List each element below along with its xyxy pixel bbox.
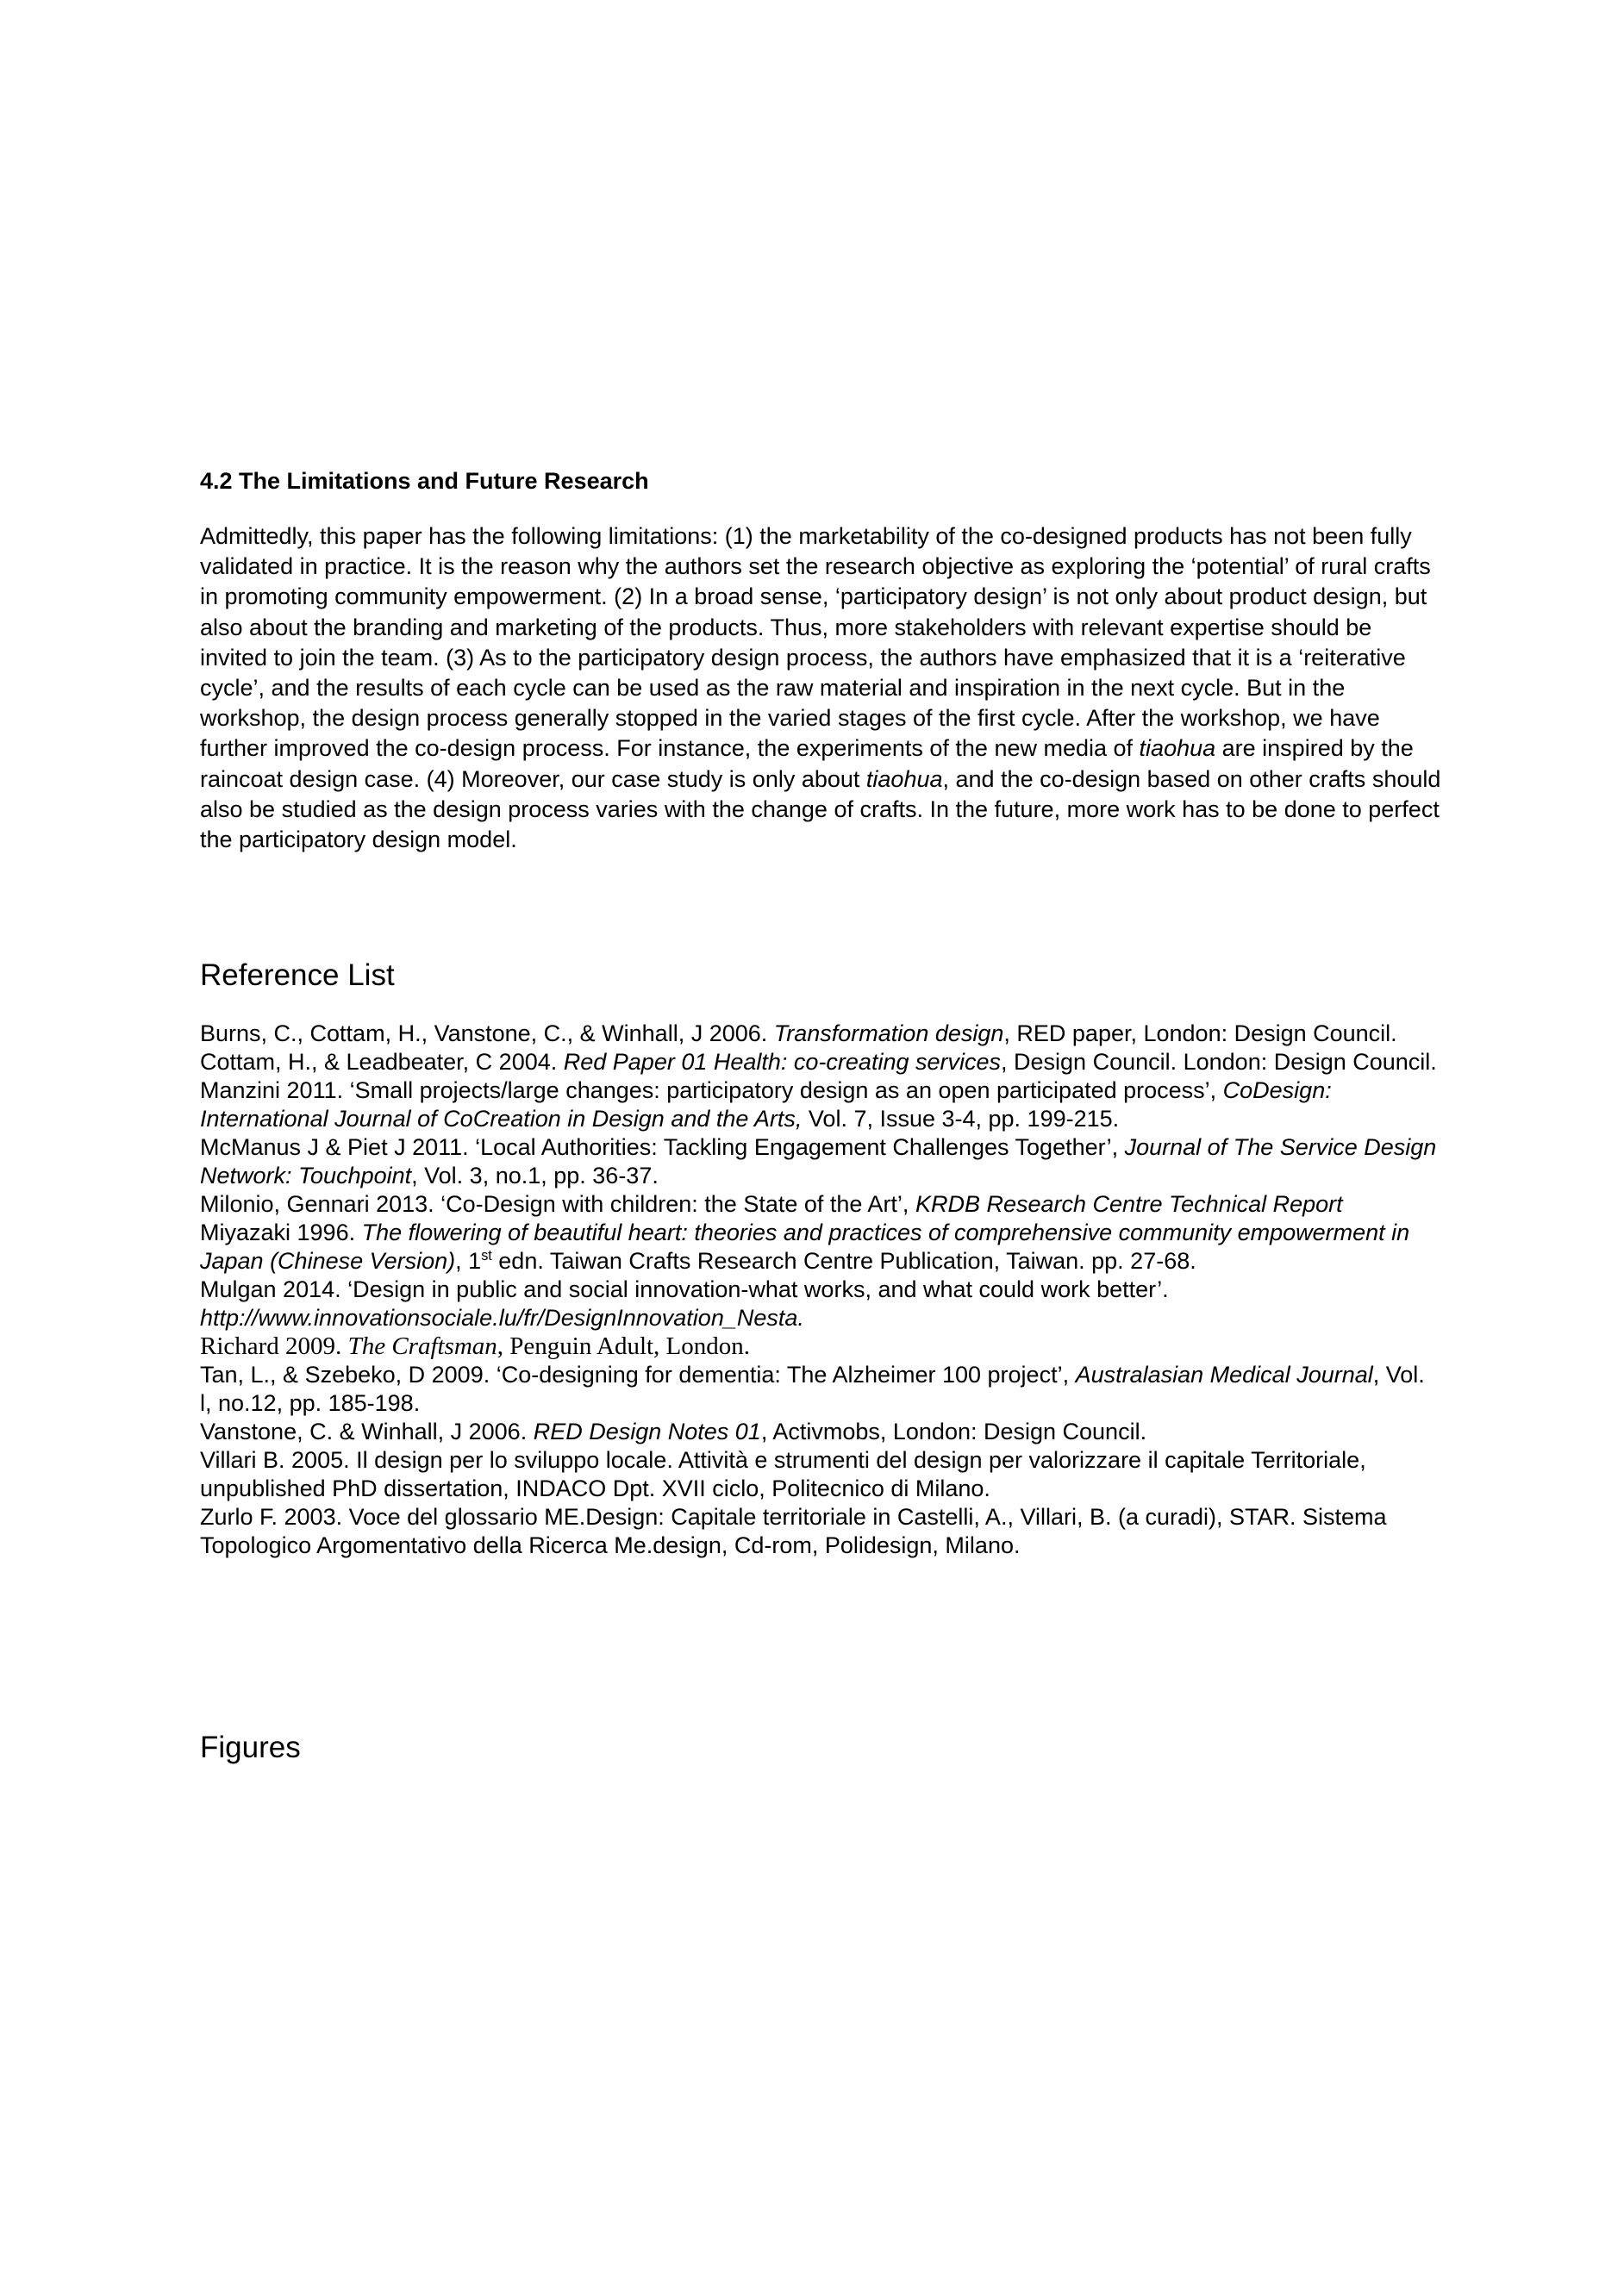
reference-item bbox=[200, 1446, 1441, 1503]
reference-item bbox=[200, 1190, 1441, 1219]
ref-superscript: st bbox=[481, 1248, 492, 1263]
ref-title: CoDesign: International Journal of CoCreation in Design and the Arts, bbox=[200, 1077, 1332, 1132]
reference-item bbox=[200, 1418, 1441, 1446]
reference-item bbox=[200, 1219, 1441, 1276]
ref-authors: Miyazaki 1996. bbox=[200, 1220, 362, 1245]
ref-authors: Tan, L., & Szebeko, D 2009. ‘Co-designing for dementia: The Alzheimer 100 project’, bbox=[200, 1362, 1076, 1388]
reference-list-heading: Reference List bbox=[200, 958, 395, 992]
ref-authors: Manzini 2011. ‘Small projects/large changes: participatory design as an open participated process’, bbox=[200, 1077, 1223, 1103]
ref-authors: Cottam, H., & Leadbeater, C 2004. bbox=[200, 1049, 564, 1075]
reference-item bbox=[200, 1276, 1441, 1332]
ref-title: Australasian Medical Journal bbox=[1075, 1362, 1373, 1388]
ref-details: , Vol. 3, no.1, pp. 36-37. bbox=[411, 1163, 659, 1189]
reference-item bbox=[200, 1076, 1441, 1133]
figures-heading: Figures bbox=[200, 1731, 301, 1764]
ref-details: edn. Taiwan Crafts Research Centre Publication, Taiwan. pp. 27-68. bbox=[491, 1248, 1196, 1274]
limitations-paragraph bbox=[200, 521, 1441, 855]
ref-title: RED Design Notes 01 bbox=[533, 1419, 761, 1444]
reference-list bbox=[200, 1020, 1441, 1560]
ref-authors: Milonio, Gennari 2013. ‘Co-Design with children: the State of the Art’, bbox=[200, 1191, 915, 1217]
ref-title: Journal of The Service Design Network: Touchpoint bbox=[200, 1134, 1437, 1189]
ref-title: KRDB Research Centre Technical Report bbox=[915, 1191, 1343, 1217]
paragraph-emphasis: tiaohua bbox=[865, 765, 943, 792]
ref-authors: McManus J & Piet J 2011. ‘Local Authorities: Tackling Engagement Challenges Together’, bbox=[200, 1134, 1125, 1160]
ref-authors: Villari B. 2005. Il design per lo sviluppo locale. Attività e strumenti del design per valorizzare il capitale Territoriale, unpublished PhD dissertation, INDACO Dpt. XVII ciclo, Politecnico di Milano. bbox=[200, 1447, 1366, 1501]
ref-details: , Penguin Adult, London. bbox=[497, 1332, 751, 1360]
paragraph-emphasis: tiaohua bbox=[1139, 735, 1216, 762]
ref-authors: Zurlo F. 2003. Voce del glossario ME.Design: Capitale territoriale in Castelli, A., Villari, B. (a curadi), STAR. Sistema Topologico Argomentativo della Ricerca Me.design, Cd-rom, Polidesign, Milano. bbox=[200, 1504, 1387, 1558]
ref-title: The Craftsman bbox=[347, 1332, 497, 1360]
ref-authors: Mulgan 2014. ‘Design in public and social innovation-what works, and what could work better’. bbox=[200, 1276, 1169, 1302]
ref-details: , Activmobs, London: Design Council. bbox=[760, 1419, 1147, 1444]
ref-url: http://www.innovationsociale.lu/fr/DesignInnovation_Nesta. bbox=[200, 1305, 804, 1331]
ref-authors: Richard 2009. bbox=[200, 1332, 348, 1360]
reference-item bbox=[200, 1133, 1441, 1190]
ref-title: Transformation design bbox=[773, 1020, 1004, 1046]
section-heading: 4.2 The Limitations and Future Research bbox=[200, 468, 649, 494]
paragraph-text: , and the co-design based on other crafts should also be studied as the design process varies with the change of crafts. In the future, more work has to be done to perfect the participatory design model. bbox=[200, 765, 1441, 853]
ref-details: , Vol. l, no.12, pp. 185-198. bbox=[200, 1362, 1425, 1416]
ref-authors: Vanstone, C. & Winhall, J 2006. bbox=[200, 1419, 534, 1444]
reference-item bbox=[200, 1332, 1441, 1361]
ref-details: , Design Council. London: Design Council. bbox=[1001, 1049, 1437, 1075]
ref-title: The flowering of beautiful heart: theories and practices of comprehensive community empowerment in Japan (Chinese Version) bbox=[200, 1220, 1410, 1274]
ref-details: Vol. 7, Issue 3-4, pp. 199-215. bbox=[802, 1106, 1120, 1132]
ref-title: Red Paper 01 Health: co-creating services bbox=[563, 1049, 1002, 1075]
paragraph-text: Admittedly, this paper has the following limitations: (1) the marketability of the co-designed products has not been fully validated in practice. It is the reason why the authors set the research objective as exploring the ‘potential’ of rural crafts in promoting community empowerment. (2) In a broad sense, ‘participatory design’ is not only about product design, but also about the branding and marketing of the products. Thus, more stakeholders with relevant expertise should be invited to join the team. (3) As to the participatory design process, the authors have emphasized that it is a ‘reiterative cycle’, and the results of each cycle can be used as the raw material and inspiration in the next cycle. But in the workshop, the design process generally stopped in the varied stages of the first cycle. After the workshop, we have further improved the co-design process. For instance, the experiments of the new media of bbox=[200, 523, 1431, 762]
reference-item bbox=[200, 1048, 1441, 1076]
ref-details: , RED paper, London: Design Council. bbox=[1003, 1020, 1397, 1046]
paragraph-text: are inspired by the raincoat design case. (4) Moreover, our case study is only about bbox=[200, 735, 1414, 792]
reference-item bbox=[200, 1361, 1441, 1418]
ref-authors: Burns, C., Cottam, H., Vanstone, C., & Winhall, J 2006. bbox=[200, 1020, 774, 1046]
reference-item bbox=[200, 1020, 1441, 1048]
reference-item bbox=[200, 1503, 1441, 1560]
ref-details: , 1 bbox=[455, 1248, 482, 1274]
